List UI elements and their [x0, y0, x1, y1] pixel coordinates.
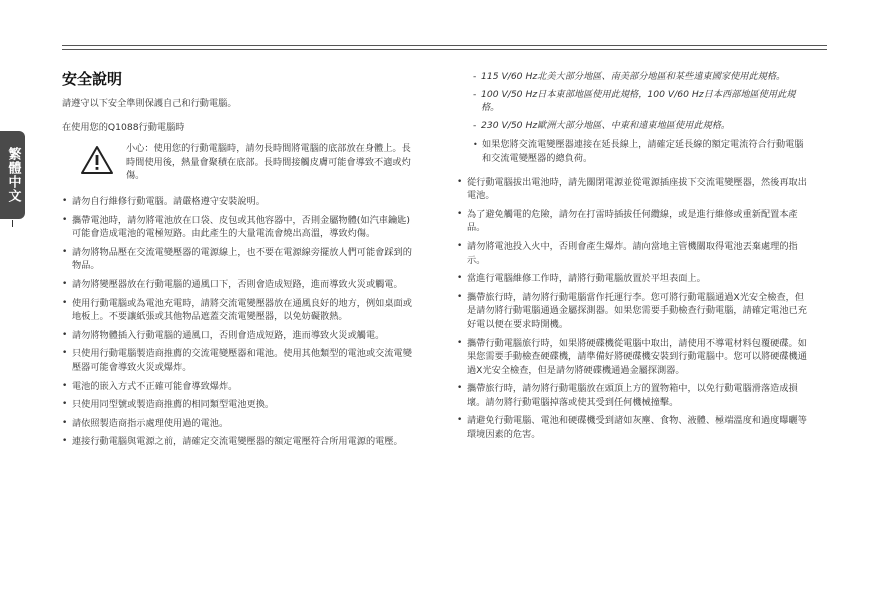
list-item: • 請勿將電池投入火中，否則會產生爆炸。請向當地主管機關取得電池丟棄處理的指示。	[457, 240, 809, 267]
voltage-note: • 如果您將交流電變壓器連接在延長線上，請確定延長線的額定電流符合行動電腦和交流電變壓器的總負荷。	[473, 138, 809, 165]
list-item: • 為了避免觸電的危險，請勿在打雷時插拔任何纜線，或是進行維修或重新配置本產品。	[457, 208, 809, 235]
list-item: • 攜帶旅行時，請勿將行動電腦當作托運行李。您可將行動電腦通過X光安全檢查，但是請勿將行動電腦通過金屬探測器。如果您需要手動檢查行動電腦，請確定電池已充好電以便在要求時開機。	[457, 291, 809, 332]
warning-triangle-icon	[80, 145, 114, 175]
caution-block	[80, 142, 418, 183]
language-tab	[0, 131, 25, 219]
left-column	[62, 70, 418, 454]
tab-marker	[12, 220, 13, 227]
list-item: • 請勿將變壓器放在行動電腦的通風口下，否則會造成短路，進而導致火災或觸電。	[62, 278, 418, 292]
voltage-item: - 115 V/60 Hz北美大部分地區、南美部分地區和某些遠東國家使用此規格。	[473, 70, 809, 84]
list-item: • 攜帶旅行時，請勿將行動電腦放在頭頂上方的置物箱中，以免行動電腦滑落造成損壞。請勿將行動電腦掉落或使其受到任何機械撞擊。	[457, 382, 809, 409]
voltage-list	[457, 70, 809, 132]
list-item: • 攜帶行動電腦旅行時，如果將硬碟機從電腦中取出，請使用不導電材料包覆硬碟。如果您需要手動檢查硬碟機，請準備好將硬碟機安裝到行動電腦中。您可以將硬碟機通過X光安全檢查，但是請勿將硬碟機通過金屬探測器。	[457, 337, 809, 378]
list-item: • 請依照製造商指示處理使用過的電池。	[62, 417, 418, 431]
page-title: 安全說明	[62, 70, 123, 88]
top-rule	[62, 45, 827, 46]
list-item: • 電池的嵌入方式不正確可能會導致爆炸。	[62, 380, 418, 394]
list-item: • 請避免行動電腦、電池和硬碟機受到諸如灰塵、食物、液體、極端溫度和過度曝曬等環境因素的危害。	[457, 414, 809, 441]
context-heading: 在使用您的Q1088行動電腦時	[62, 121, 185, 133]
voltage-note-list	[457, 138, 809, 165]
list-item: • 當進行電腦維修工作時，請將行動電腦放置於平坦表面上。	[457, 272, 809, 286]
list-item: • 從行動電腦拔出電池時，請先關閉電源並從電源插座拔下交流電變壓器，然後再取出電池。	[457, 176, 809, 203]
list-item: • 請勿自行維修行動電腦。請嚴格遵守安裝說明。	[62, 195, 418, 209]
list-item: • 使用行動電腦或為電池充電時，請將交流電變壓器放在通風良好的地方，例如桌面或地板上。不要讓紙張或其他物品遮蓋交流電變壓器，以免妨礙散熱。	[62, 297, 418, 324]
list-item: • 只使用行動電腦製造商推薦的交流電變壓器和電池。使用其他類型的電池或交流電變壓器可能會導致火災或爆炸。	[62, 347, 418, 374]
safety-list-right	[457, 176, 809, 442]
caution-text: 小心：使用您的行動電腦時，請勿長時間將電腦的底部放在身體上。長時間使用後，熱量會聚積在底部。長時間接觸皮膚可能會導致不適或灼傷。	[126, 143, 411, 182]
list-item: • 攜帶電池時，請勿將電池放在口袋、皮包或其他容器中，否則金屬物體(如汽車鑰匙)可能會造成電池的電極短路。由此產生的大量電流會燒出高溫，導致灼傷。	[62, 214, 418, 241]
top-rule-thin	[62, 49, 827, 50]
list-item: • 只使用同型號或製造商推薦的相同類型電池更換。	[62, 398, 418, 412]
language-tab-label: 繁體中文	[5, 147, 21, 203]
list-item: • 請勿將物品壓在交流電變壓器的電源線上，也不要在電源線旁擺放人們可能會踩到的物品。	[62, 246, 418, 273]
intro-text: 請遵守以下安全準則保護自己和行動電腦。	[62, 98, 237, 109]
list-item: • 連接行動電腦與電源之前，請確定交流電變壓器的額定電壓符合所用電源的電壓。	[62, 435, 418, 449]
voltage-item: - 100 V/50 Hz日本東部地區使用此規格，100 V/60 Hz日本西部地區使用此規格。	[473, 88, 809, 115]
voltage-item: - 230 V/50 Hz歐洲大部分地區、中東和遠東地區使用此規格。	[473, 119, 809, 133]
list-item: • 請勿將物體插入行動電腦的通風口，否則會造成短路，進而導致火災或觸電。	[62, 329, 418, 343]
safety-list-left	[62, 195, 418, 449]
right-column	[457, 70, 809, 447]
